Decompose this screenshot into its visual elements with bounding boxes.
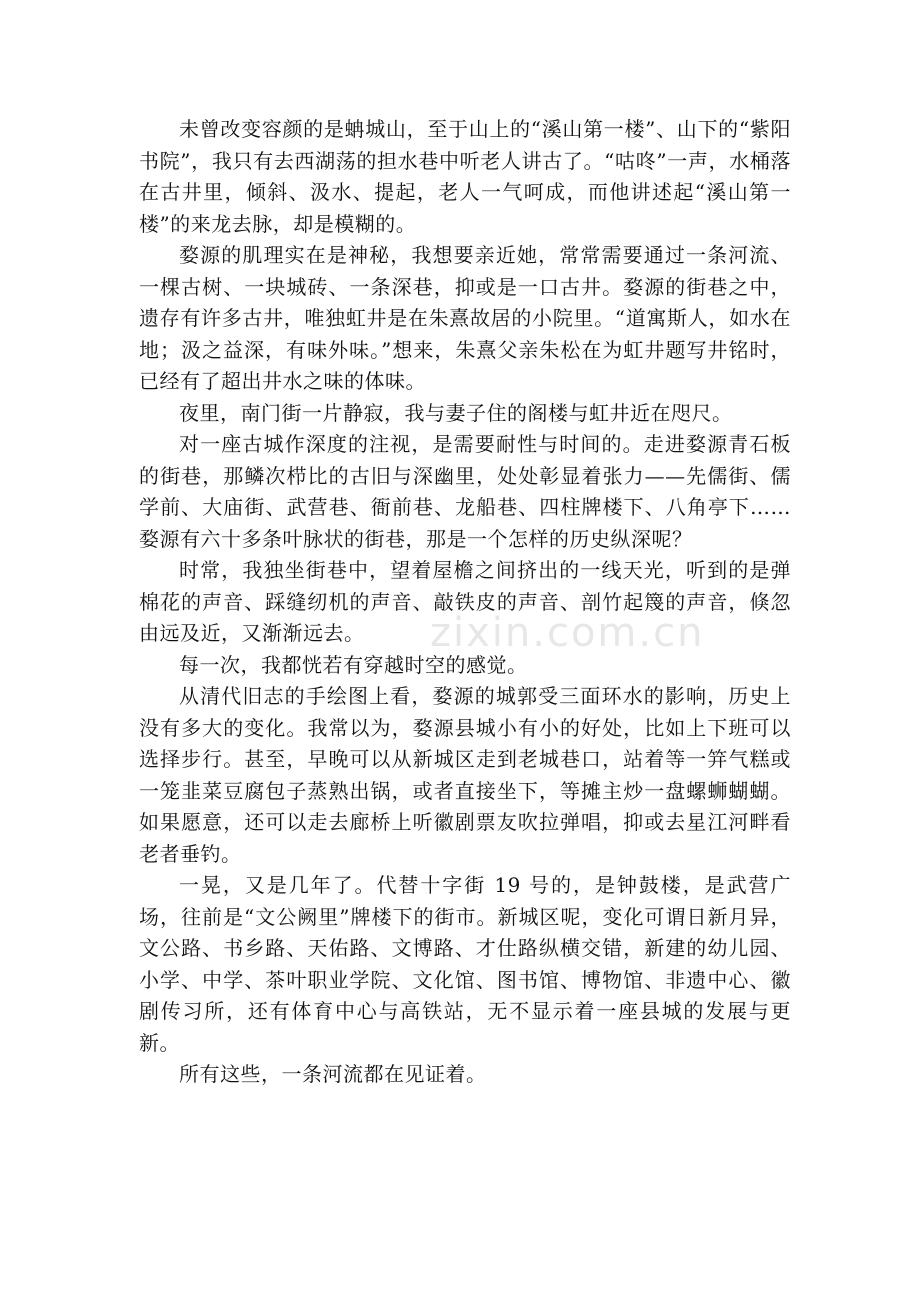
paragraph: 婺源的肌理实在是神秘，我想要亲近她，常常需要通过一条河流、一棵古树、一块城砖、一条深巷，抑或是一口古井。婺源的街巷之中，遗存有许多古井，唯独虹井是在朱熹故居的小院里。“道寓斯人，如水在地；汲之益深，有味外味。”想来，朱熹父亲朱松在为虹井题写井铭时，已经有了超出井水之味的体味。 bbox=[139, 243, 791, 393]
paragraph: 夜里，南门街一片静寂，我与妻子住的阁楼与虹井近在咫尺。 bbox=[179, 400, 733, 425]
paragraph: 未曾改变容颜的是蚺城山，至于山上的“溪山第一楼”、山下的“紫阳书院”，我只有去西湖荡的担水巷中听老人讲古了。“咕咚”一声，水桶落在古井里，倾斜、汲水、提起，老人一气呵成，而他讲述起“溪山第一楼”的来龙去脉，却是模糊的。 bbox=[139, 117, 791, 236]
paragraph: 每一次，我都恍若有穿越时空的感觉。 bbox=[179, 652, 528, 677]
paragraph: 对一座古城作深度的注视，是需要耐性与时间的。走进婺源青石板的街巷，那鳞次栉比的古旧与深幽里，处处彰显着张力——先儒街、儒学前、大庙街、武营巷、衙前巷、龙船巷、四柱牌楼下、八角亭下……婺源有六十多条叶脉状的街巷，那是一个怎样的历史纵深呢？ bbox=[139, 432, 791, 551]
document-body bbox=[139, 114, 791, 1091]
paragraph: 一晃，又是几年了。代替十字街 19 号的，是钟鼓楼，是武营广场，往前是“文公阙里”牌楼下的街市。新城区呢，变化可谓日新月异，文公路、书乡路、天佑路、文博路、才仕路纵横交错，新建的幼儿园、小学、中学、茶叶职业学院、文化馆、图书馆、博物馆、非遗中心、徽剧传习所，还有体育中心与高铁站，无不显示着一座县城的发展与更新。 bbox=[139, 873, 791, 1055]
paragraph: 从清代旧志的手绘图上看，婺源的城郭受三面环水的影响，历史上没有多大的变化。我常以为，婺源县城小有小的好处，比如上下班可以选择步行。甚至，早晚可以从新城区走到老城巷口，站着等一笄气糕或一笼韭菜豆腐包子蒸熟出锅，或者直接坐下，等摊主炒一盘螺蛳蝴蝴。如果愿意，还可以走去廊桥上听徽剧票友吹拉弹唱，抑或去星江河畔看老者垂钓。 bbox=[139, 684, 791, 866]
paragraph: 时常，我独坐街巷中，望着屋檐之间挤出的一线天光，听到的是弹棉花的声音、踩缝纫机的声音、敲铁皮的声音、剖竹起篾的声音，倏忽由远及近，又渐渐远去。 bbox=[139, 558, 791, 645]
paragraph: 所有这些，一条河流都在见证着。 bbox=[179, 1062, 487, 1086]
watermark: zixin.com.cn bbox=[430, 610, 705, 656]
